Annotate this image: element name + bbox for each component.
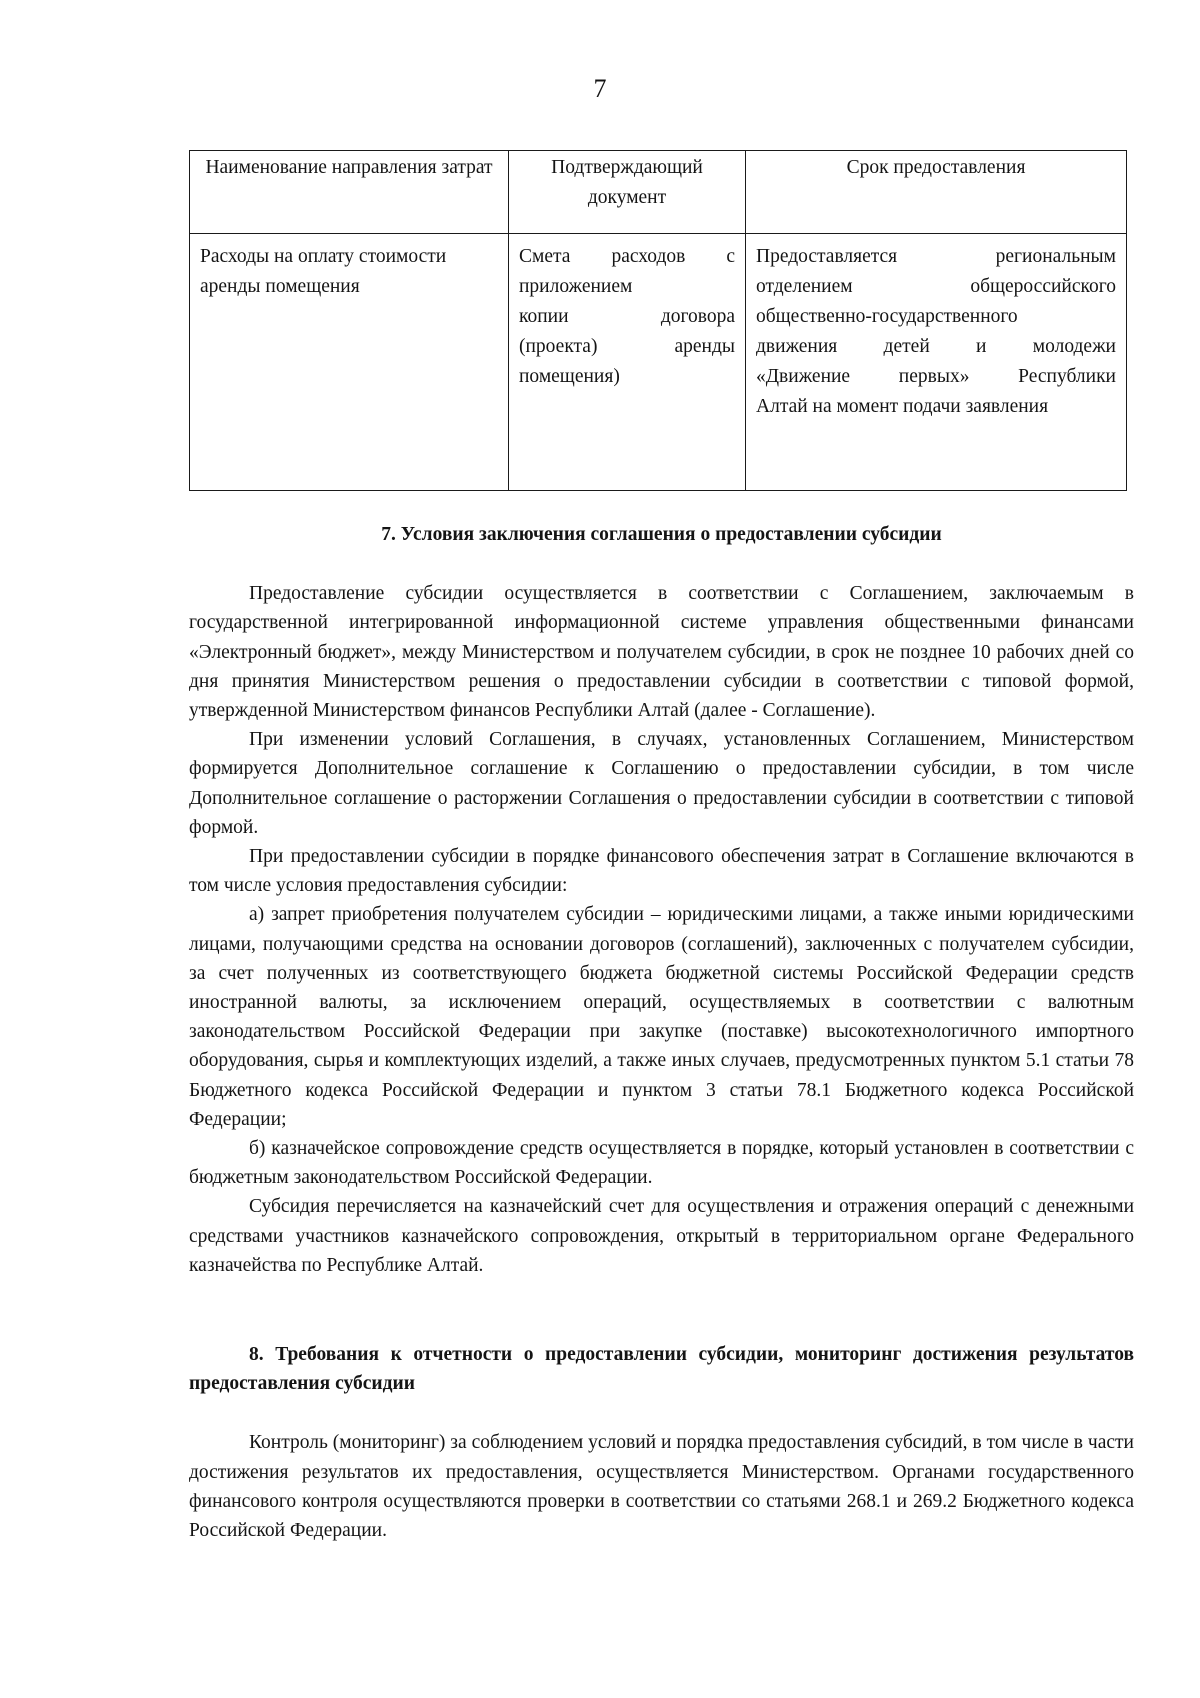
term-line: Предоставляется региональным xyxy=(756,246,1116,267)
term-line: движения детей и молодежи xyxy=(756,336,1116,357)
term-line: «Движение первых» Республики xyxy=(756,366,1116,387)
term-line: отделением общероссийского xyxy=(756,276,1116,297)
document-line: приложением xyxy=(519,276,633,297)
header-cost-item: Наименование направления затрат xyxy=(190,151,509,234)
term-line: общественно-государственного xyxy=(756,306,1018,327)
cell-cost-item: Расходы на оплату стоимости аренды помещения xyxy=(190,234,509,491)
paragraph: Субсидия перечисляется на казначейский счет для осуществления и отражения операций с денежными средствами участников казначейского сопровождения, открытый в территориальном органе Федерального казначейства по Республике Алтай. xyxy=(189,1196,1134,1276)
paragraph: При изменении условий Соглашения, в случаях, установленных Соглашением, Министерством формируется Дополнительное соглашение к Соглашению о предоставлении субсидии, в том числе Дополнительное соглашение о расторжении Соглашения о предоставлении субсидии в соответствии с типовой формой. xyxy=(189,729,1134,838)
paragraph: Предоставление субсидии осуществляется в соответствии с Соглашением, заключаемым в государственной интегрированной информационной системе управления общественными финансами «Электронный бюджет», между Министерством и получателем субсидии, в срок не позднее 10 рабочих дней со дня принятия Министерством решения о предоставлении субсидии в соответствии с типовой формой, утвержденной Министерством финансов Республики Алтай (далее - Соглашение). xyxy=(189,583,1134,722)
header-document: Подтверждающий документ xyxy=(509,151,746,234)
section-7-heading: 7. Условия заключения соглашения о предоставлении субсидии xyxy=(381,524,942,545)
paragraph: Контроль (мониторинг) за соблюдением условий и порядка предоставления субсидий, в том числе в части достижения результатов их предоставления, осуществляется Министерством. Органами государственного финансового контроля осуществляются проверки в соответствии со статьями 268.1 и 269.2 Бюджетного кодекса Российской Федерации. xyxy=(189,1432,1134,1542)
section-8-heading: 8. Требования к отчетности о предоставлении субсидии, мониторинг достижения результатов предоставления субсидии xyxy=(189,1344,1134,1395)
paragraph: а) запрет приобретения получателем субсидии – юридическими лицами, а также иными юридическими лицами, получающими средства на основании договоров (соглашений), заключенных с получателем субсидии, за счет полученных из соответствующего бюджета бюджетной системы Российской Федерации средств иностранной валюты, за исключением операций, осуществляемых в соответствии с валютным законодательством Российской Федерации при закупке (поставке) высокотехнологичного импортного оборудования, сырья и комплектующих изделий, а также иных случаев, предусмотренных пунктом 5.1 статьи 78 Бюджетного кодекса Российской Федерации и пунктом 3 статьи 78.1 Бюджетного кодекса Российской Федерации; xyxy=(189,904,1134,1130)
document-line: помещения) xyxy=(519,366,620,387)
cell-term xyxy=(746,234,1127,491)
paragraph: При предоставлении субсидии в порядке финансового обеспечения затрат в Соглашение включаются в том числе условия предоставления субсидии: xyxy=(189,846,1134,897)
page-number: 7 xyxy=(593,74,607,103)
document-line: копии договора xyxy=(519,306,735,327)
table-row xyxy=(190,234,1127,491)
section-8 xyxy=(189,1340,1134,1545)
term-line: Алтай на момент подачи заявления xyxy=(756,396,1049,417)
cell-document xyxy=(509,234,746,491)
header-term: Срок предоставления xyxy=(746,151,1127,234)
cost-table xyxy=(189,150,1127,491)
section-7 xyxy=(189,520,1134,1280)
document-line: Смета расходов с xyxy=(519,246,735,267)
table-header-row xyxy=(190,151,1127,234)
document-line: (проекта) аренды xyxy=(519,336,735,357)
paragraph: б) казначейское сопровождение средств осуществляется в порядке, который установлен в соответствии с бюджетным законодательством Российской Федерации. xyxy=(189,1138,1134,1189)
